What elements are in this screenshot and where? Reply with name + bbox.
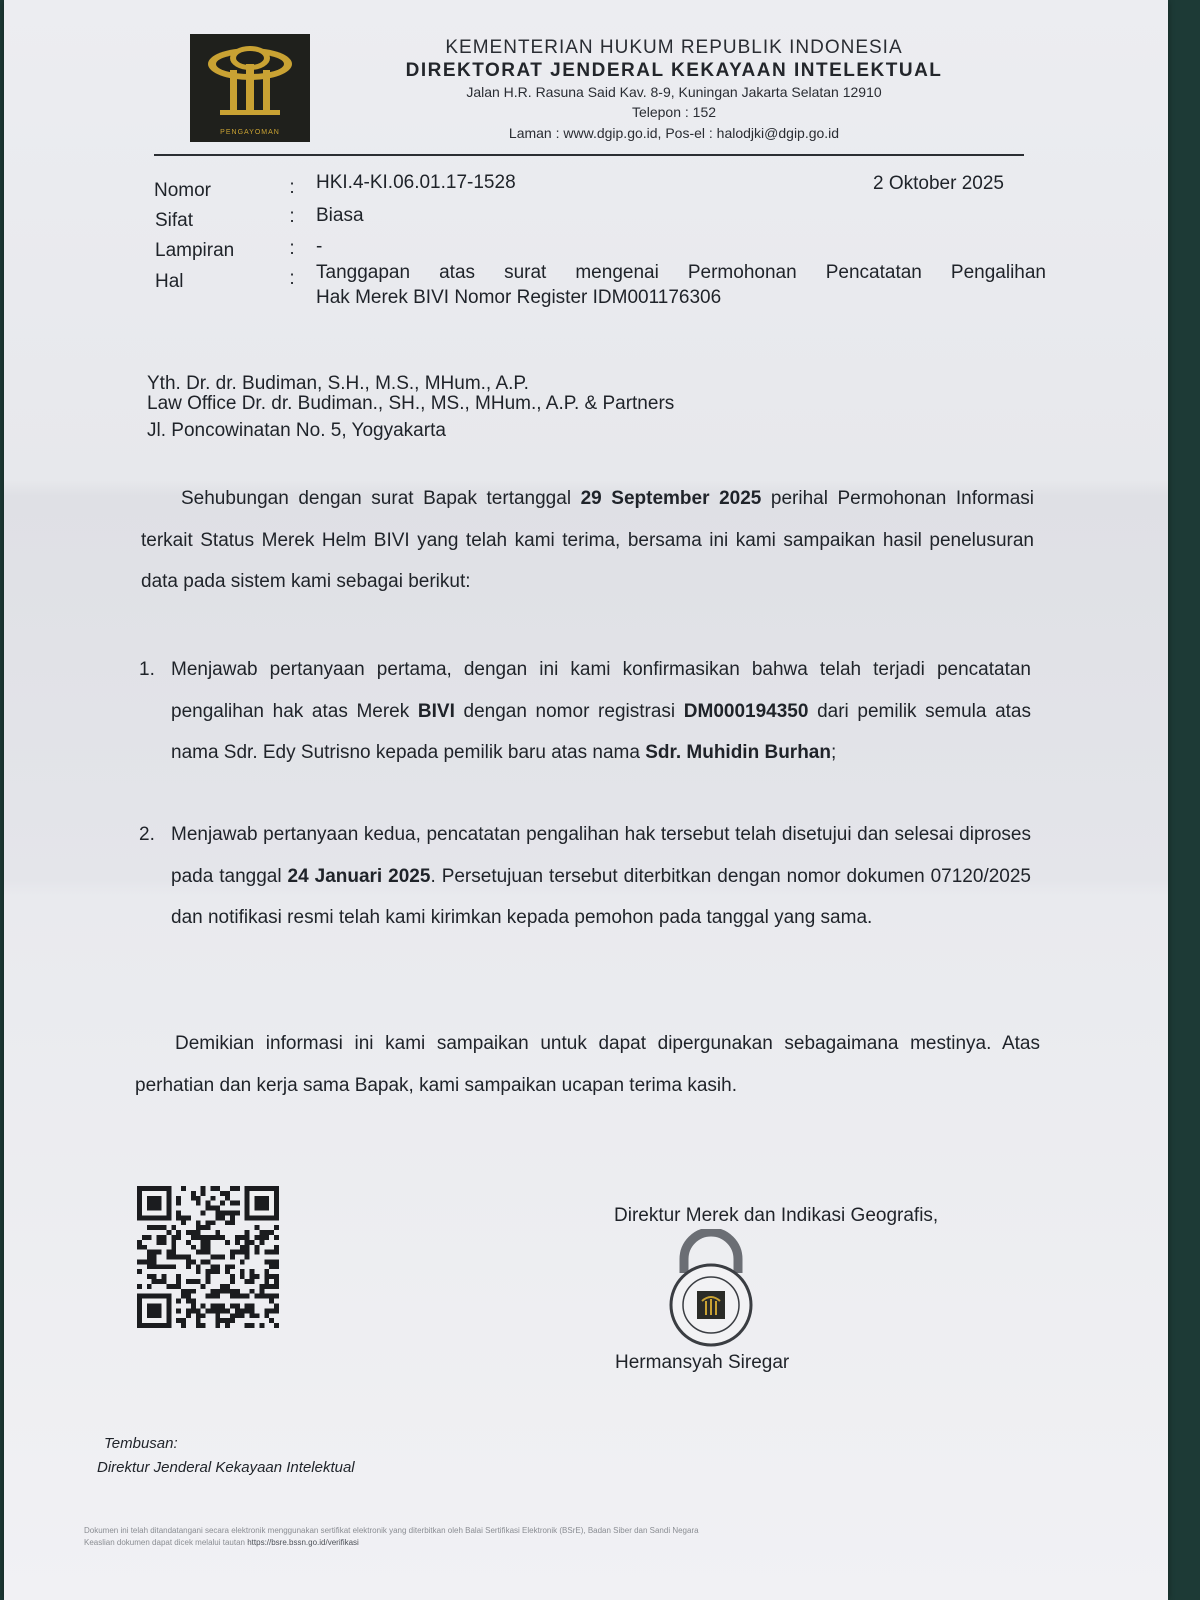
item2-text: Menjawab pertanyaan kedua, pencatatan pengalihan hak tersebut telah disetujui dan selesai diproses pada tanggal <box>171 824 1031 887</box>
meta-value-sifat: Biasa <box>316 205 364 226</box>
item2-text: . Persetujuan tersebut diterbitkan dengan nomor dokumen 07120/2025 dan notifikasi resmi telah kami kirimkan kepada pemohon pada tanggal yang sama. <box>171 865 1031 928</box>
letter-page <box>4 0 1168 1600</box>
meta-colon: : <box>289 238 295 259</box>
signatory-title: Direktur Merek dan Indikasi Geografis, <box>614 1205 939 1226</box>
meta-label-sifat: Sifat <box>155 210 194 231</box>
item1-text: dari pemilik semula atas nama Sdr. Edy Sutrisno kepada pemilik baru atas nama <box>171 700 1031 763</box>
office-phone: Telepon : 152 <box>631 104 717 120</box>
meta-value-hal-line2: Hak Merek BIVI Nomor Register IDM001176306 <box>316 287 722 308</box>
office-address: Jalan H.R. Rasuna Said Kav. 8-9, Kuningan Jakarta Selatan 12910 <box>466 84 882 100</box>
list-number-2: 2. <box>139 824 155 845</box>
intro-text-rest: perihal Permohonan Informasi terkait Status Merek Helm BIVI yang telah kami terima, bersama ini kami sampaikan hasil penelusuran data pada sistem kami sebagai berikut: <box>141 488 1034 592</box>
intro-date: 29 September 2025 <box>580 488 762 509</box>
list-item-1 <box>171 649 1031 774</box>
meta-label-lampiran: Lampiran <box>155 240 235 261</box>
footer-verification <box>84 1538 1084 1547</box>
directorate-name: DIREKTORAT JENDERAL KEKAYAAN INTELEKTUAL <box>405 60 943 81</box>
meta-label-hal: Hal <box>155 271 184 292</box>
item1-text: ; <box>830 742 837 763</box>
footer-verification-text: Keaslian dokumen dapat dicek melalui tautan <box>84 1538 248 1547</box>
item1-text: Menjawab pertanyaan pertama, dengan ini kami konfirmasikan bahwa telah terjadi pencatatan pengalihan hak atas Merek <box>171 659 1031 722</box>
cc-recipient: Direktur Jenderal Kekayaan Intelektual <box>97 1459 355 1476</box>
item1-registration-number: DM000194350 <box>683 700 809 722</box>
footer-disclaimer: Dokumen ini telah ditandatangani secara elektronik menggunakan sertifikat elektronik yang diterbitkan oleh Balai Sertifikasi Elektronik (BSrE), Badan Siber dan Sandi Negara <box>84 1526 699 1535</box>
meta-value-hal: Tanggapan atas surat mengenai Permohonan Pencatatan Pengalihan <box>316 262 1046 283</box>
ministry-name: KEMENTERIAN HUKUM REPUBLIK INDONESIA <box>445 37 903 58</box>
ministry-logo <box>190 34 310 142</box>
qr-code-icon <box>137 1186 279 1328</box>
letterhead-divider <box>154 154 1024 156</box>
list-number-1: 1. <box>139 659 155 680</box>
item2-approval-date: 24 Januari 2025 <box>287 865 431 887</box>
office-web-email: Laman : www.dgip.go.id, Pos-el : halodjki@dgip.go.id <box>508 125 840 141</box>
item1-text: dengan nomor registrasi <box>454 700 684 722</box>
list-item-2 <box>171 814 1031 939</box>
item1-brand: BIVI <box>417 700 455 722</box>
meta-colon: : <box>289 206 295 227</box>
intro-text: Sehubungan dengan surat Bapak tertanggal <box>181 488 581 509</box>
recipient-office: Law Office Dr. dr. Budiman., SH., MS., MHum., A.P. & Partners <box>147 393 675 414</box>
logo-caption: PENGAYOMAN <box>220 129 280 136</box>
signatory-name: Hermansyah Siregar <box>615 1352 790 1373</box>
recipient-name: Yth. Dr. dr. Budiman, S.H., M.S., MHum., A.P. <box>147 373 529 394</box>
closing-paragraph: Demikian informasi ini kami sampaikan untuk dapat dipergunakan sebagaimana mestinya. Atas perhatian dan kerja sama Bapak, kami sampaikan ucapan terima kasih. <box>135 1033 1040 1096</box>
electronic-signature-seal-icon <box>666 1229 756 1349</box>
pengayoman-tree-icon <box>190 34 310 124</box>
meta-colon: : <box>289 177 295 198</box>
verification-link[interactable]: https://bsre.bssn.go.id/verifikasi <box>247 1538 359 1547</box>
meta-value-nomor: HKI.4-KI.06.01.17-1528 <box>316 172 516 193</box>
meta-colon: : <box>289 268 295 289</box>
recipient-address: Jl. Poncowinatan No. 5, Yogyakarta <box>147 420 446 441</box>
meta-value-lampiran: - <box>316 236 323 257</box>
item1-new-owner: Sdr. Muhidin Burhan <box>645 742 831 763</box>
cc-label: Tembusan: <box>104 1435 178 1452</box>
intro-paragraph <box>141 478 1034 603</box>
letter-date: 2 Oktober 2025 <box>873 173 1004 194</box>
meta-label-nomor: Nomor <box>154 180 212 201</box>
